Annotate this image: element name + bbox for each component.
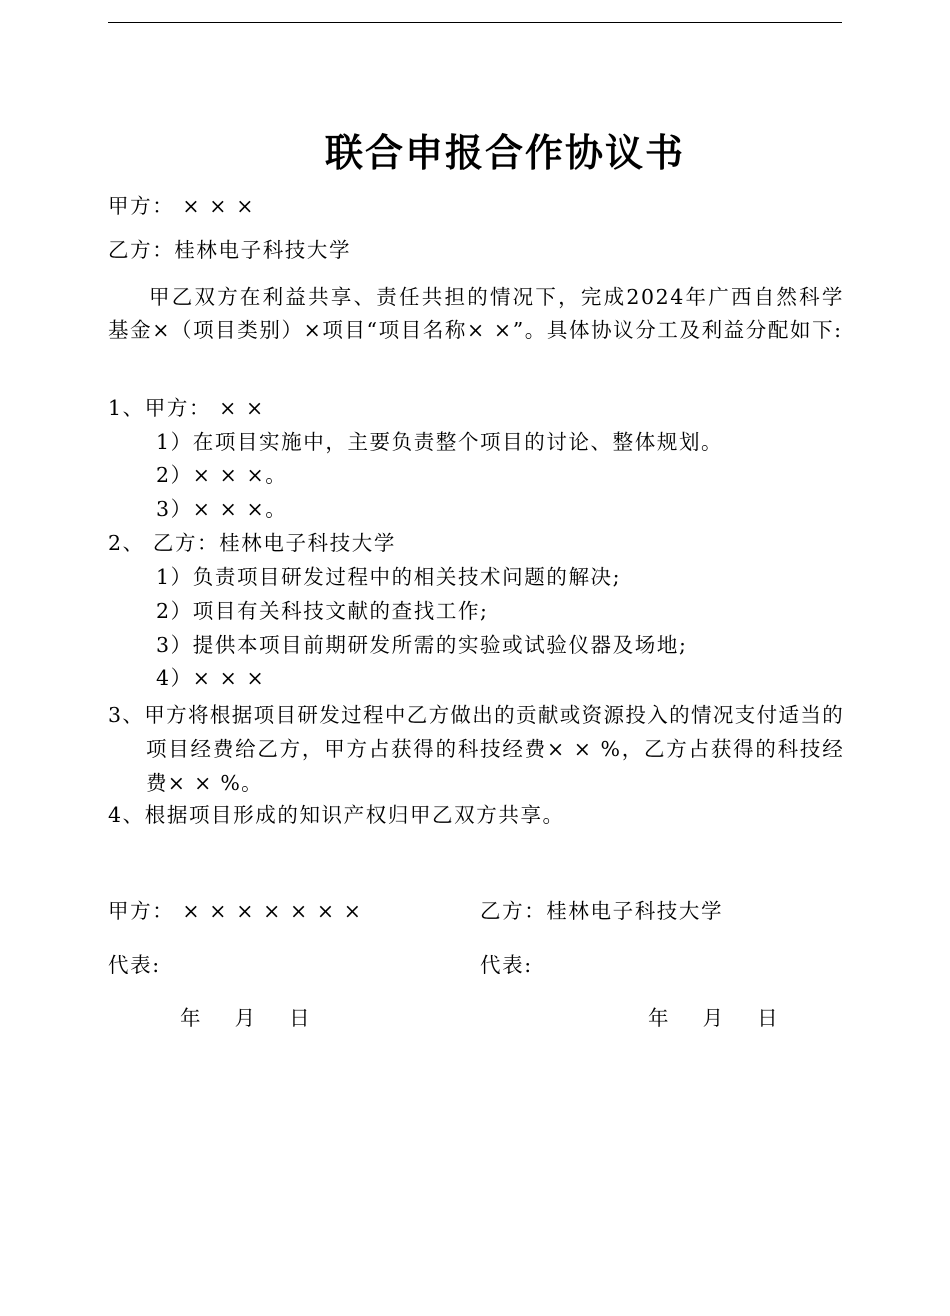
signature-rep-b: 代表: (480, 953, 533, 977)
section-1-item: 1）在项目实施中，主要负责整个项目的讨论、整体规划。 (156, 430, 724, 454)
section-1-item: 2）× × ×。 (156, 463, 288, 487)
header-rule (108, 22, 842, 23)
party-b-line: 乙方：桂林电子科技大学 (108, 238, 352, 262)
section-2-item: 1）负责项目研发过程中的相关技术问题的解决; (156, 565, 622, 589)
intro-paragraph: 甲乙双方在利益共享、责任共担的情况下，完成2024年广西自然科学基金×（项目类别）×项目“项目名称× ×”。具体协议分工及利益分配如下: (108, 285, 844, 342)
signature-party-a: 甲方： × × × × × × × (108, 899, 363, 923)
section-2-item: 3）提供本项目前期研发所需的实验或试验仪器及场地; (156, 633, 688, 657)
signature-date-b: 年 月 日 (648, 1006, 780, 1030)
signature-party-b: 乙方：桂林电子科技大学 (480, 899, 724, 923)
clause-4: 4、根据项目形成的知识产权归甲乙双方共享。 (108, 803, 565, 827)
party-a-line: 甲方： × × × (108, 194, 255, 218)
signature-rep-a: 代表: (108, 953, 161, 977)
clause-3: 3、甲方将根据项目研发过程中乙方做出的贡献或资源投入的情况支付适当的项目经费给乙方，甲方占获得的科技经费× × %，乙方占获得的科技经费× × %。 (108, 703, 844, 795)
document-title: 联合申报合作协议书 (324, 131, 685, 175)
section-2-heading: 2、 乙方：桂林电子科技大学 (108, 531, 396, 555)
section-2-item: 4）× × × (156, 666, 266, 690)
signature-date-a: 年 月 日 (180, 1006, 312, 1030)
section-2-item: 2）项目有关科技文献的查找工作; (156, 599, 489, 623)
section-1-item: 3）× × ×。 (156, 497, 288, 521)
section-1-heading: 1、甲方： × × (108, 396, 265, 420)
